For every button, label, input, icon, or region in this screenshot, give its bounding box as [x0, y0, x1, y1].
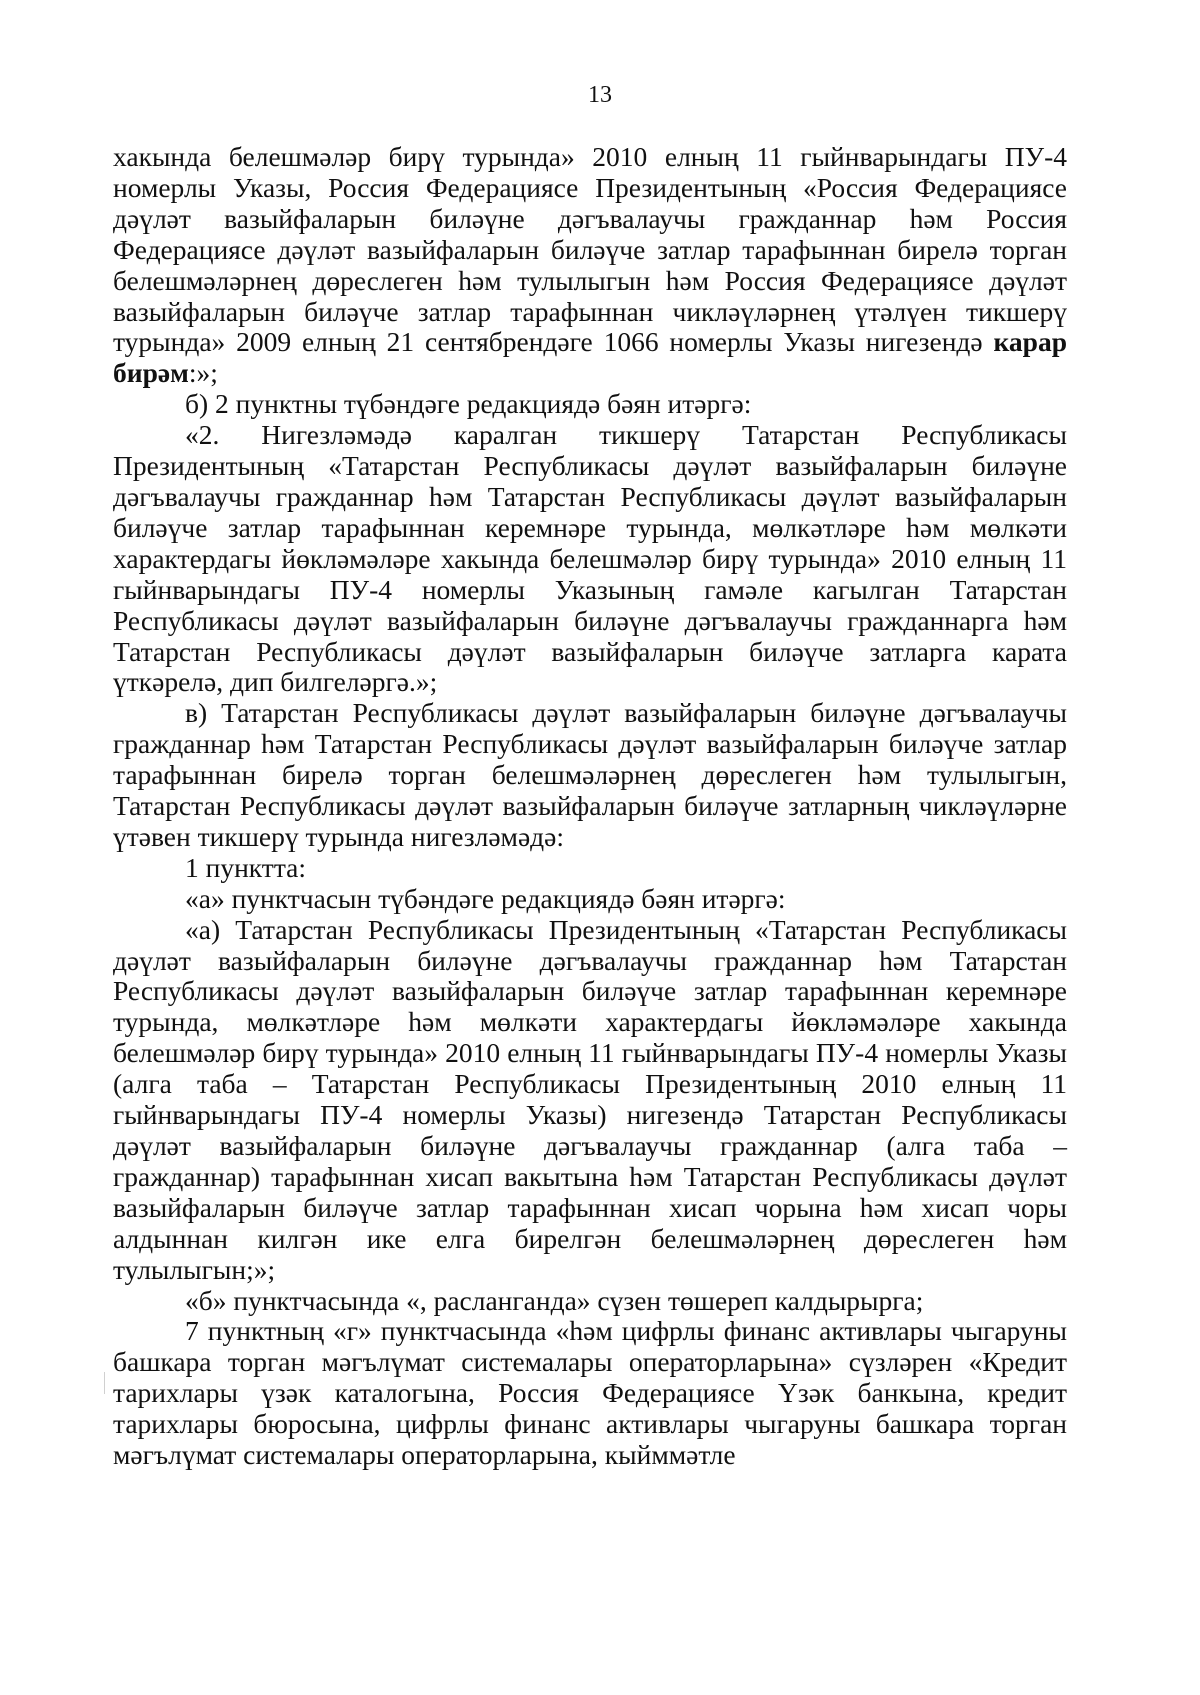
paragraph-8: «б» пунктчасында «, расланганда» сүзен төшереп калдырырга; [185, 1284, 924, 1316]
paragraph-1-text: хакында белешмәләр бирү турында» 2010 елның 11 гыйнварындагы ПУ-4 номерлы Указы, Россия Федерациясе Президентының «Россия Федерациясе дәүләт вазыйфаларын биләүне дәгъвалаучы гражданнар һәм Россия Федерациясе дәүләт вазыйфаларын биләүче затлар тарафыннан бирелә торган белешмәләрнең дөреслеген һәм тулылыгын һәм Россия Федерациясе дәүләт вазыйфаларын биләүче затлар тарафыннан чикләүләрнең үтәлүен тикшерү турында» 2009 елның 21 сентябрендәге 1066 номерлы Указы нигезендә [113, 141, 1067, 358]
paragraph-1-tail: :»; [188, 357, 218, 389]
scan-margin-mark [104, 1372, 105, 1394]
page-number: 13 [588, 82, 612, 108]
document-body [113, 142, 1067, 1471]
paragraph-9: 7 пунктның «г» пунктчасында «һәм цифрлы финанс активлары чыгаруны башкара торган мәгълүмат системалары операторларына» сүзләрен «Кредит тарихлары үзәк каталогына, Россия Федерациясе Үзәк банкына, кредит тарихлары бюросына, цифрлы финанс активлары чыгаруны башкара торган мәгълүмат системалары операторларына, кыйммәтле [113, 1315, 1067, 1471]
paragraph-5: 1 пунктта: [185, 851, 307, 883]
paragraph-1-bold: карар бирәм [113, 326, 1067, 389]
paragraph-1 [113, 142, 1067, 389]
paragraph-6: «а» пунктчасын түбәндәге редакциядә бәян итәргә: [185, 882, 786, 914]
paragraph-4: в) Татарстан Республикасы дәүләт вазыйфаларын биләүне дәгъвалаучы гражданнар һәм Татарстан Республикасы дәүләт вазыйфаларын биләүче затлар тарафыннан бирелә торган белешмәләрнең дөреслеген һәм тулылыгын, Татарстан Республикасы дәүләт вазыйфаларын биләүче затларның чикләүләрне үтәвен тикшерү турында нигезләмәдә: [113, 697, 1067, 852]
paragraph-2: б) 2 пунктны түбәндәге редакциядә бәян итәргә: [185, 388, 752, 420]
paragraph-7: «а) Татарстан Республикасы Президентының «Татарстан Республикасы дәүләт вазыйфаларын биләүне дәгъвалаучы гражданнар һәм Татарстан Республикасы дәүләт вазыйфаларын биләүче затлар тарафыннан керемнәре турында, мөлкәтләре һәм мөлкәти характердагы йөкләмәләре хакында белешмәләр бирү турында» 2010 елның 11 гыйнварындагы ПУ-4 номерлы Указы (алга таба – Татарстан Республикасы Президентының 2010 елның 11 гыйнварындагы ПУ-4 номерлы Указы) нигезендә Татарстан Республикасы дәүләт вазыйфаларын биләүне дәгъвалаучы гражданнар (алга таба – гражданнар) тарафыннан хисап вакытына һәм Татарстан Республикасы дәүләт вазыйфаларын биләүче затлар тарафыннан хисап чорына һәм хисап чоры алдыннан килгән ике елга бирелгән белешмәләрнең дөреслеген һәм тулылыгын;»; [113, 913, 1067, 1285]
paragraph-3: «2. Нигезләмәдә каралган тикшерү Татарстан Республикасы Президентының «Татарстан Республикасы дәүләт вазыйфаларын биләүне дәгъвалаучы гражданнар һәм Татарстан Республикасы дәүләт вазыйфаларын биләүче затлар тарафыннан керемнәре турында, мөлкәтләре һәм мөлкәти характердагы йөкләмәләре хакында белешмәләр бирү турында» 2010 елның 11 гыйнварындагы ПУ-4 номерлы Указының гамәле кагылган Татарстан Республикасы дәүләт вазыйфаларын биләүне дәгъвалаучы гражданнарга һәм Татарстан Республикасы дәүләт вазыйфаларын биләүче затларга карата үткәрелә, дип билгеләргә.»; [113, 419, 1067, 698]
